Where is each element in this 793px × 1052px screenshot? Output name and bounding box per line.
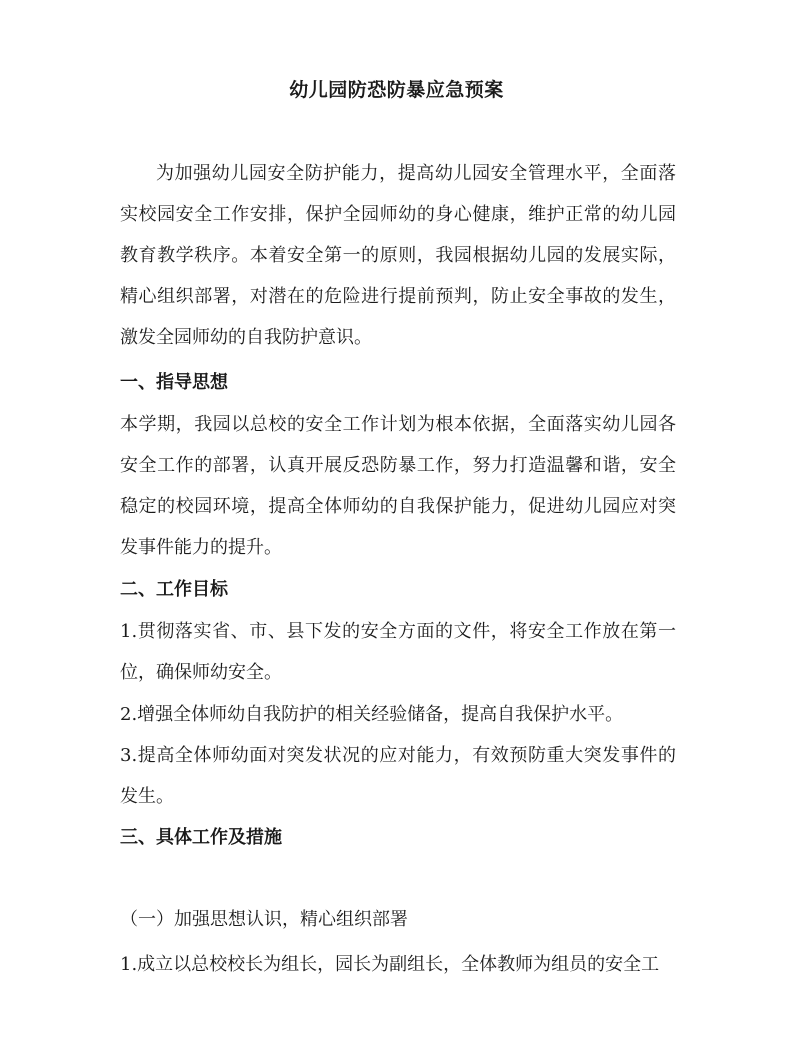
work-goal-item-3: 3.提高全体师幼面对突发状况的应对能力，有效预防重大突发事件的发生。 [120,745,676,807]
guiding-ideology-paragraph: 本学期，我园以总校的安全工作计划为根本依据，全面落实幼儿园各安全工作的部署，认真开展反恐防暴工作，努力打造温馨和谐，安全稳定的校园环境，提高全体师幼的自我保护能力，促进幼儿园应对突发事件能力的提升。 [120,414,676,558]
work-goal-item-2: 2.增强全体师幼自我防护的相关经验储备，提高自我保护水平。 [120,704,624,725]
section-heading-guiding-ideology: 一、指导思想 [120,372,228,393]
document-title: 幼儿园防恐防暴应急预案 [289,79,504,101]
intro-paragraph: 为加强幼儿园安全防护能力，提高幼儿园安全管理水平，全面落实校园安全工作安排，保护全园师幼的身心健康，维护正常的幼儿园教育教学秩序。本着安全第一的原则，我园根据幼儿园的发展实际，精心组织部署，对潜在的危险进行提前预判，防止安全事故的发生，激发全园师幼的自我防护意识。 [120,163,676,348]
section-heading-specific-measures: 三、具体工作及措施 [120,827,282,848]
subsection-heading-strengthen-awareness: （一）加强思想认识，精心组织部署 [120,909,408,930]
measure-item-1: 1.成立以总校校长为组长，园长为副组长，全体教师为组员的安全工 [120,954,660,975]
section-heading-work-goals: 二、工作目标 [120,579,228,600]
work-goal-item-1: 1.贯彻落实省、市、县下发的安全方面的文件，将安全工作放在第一位，确保师幼安全。 [120,621,676,683]
